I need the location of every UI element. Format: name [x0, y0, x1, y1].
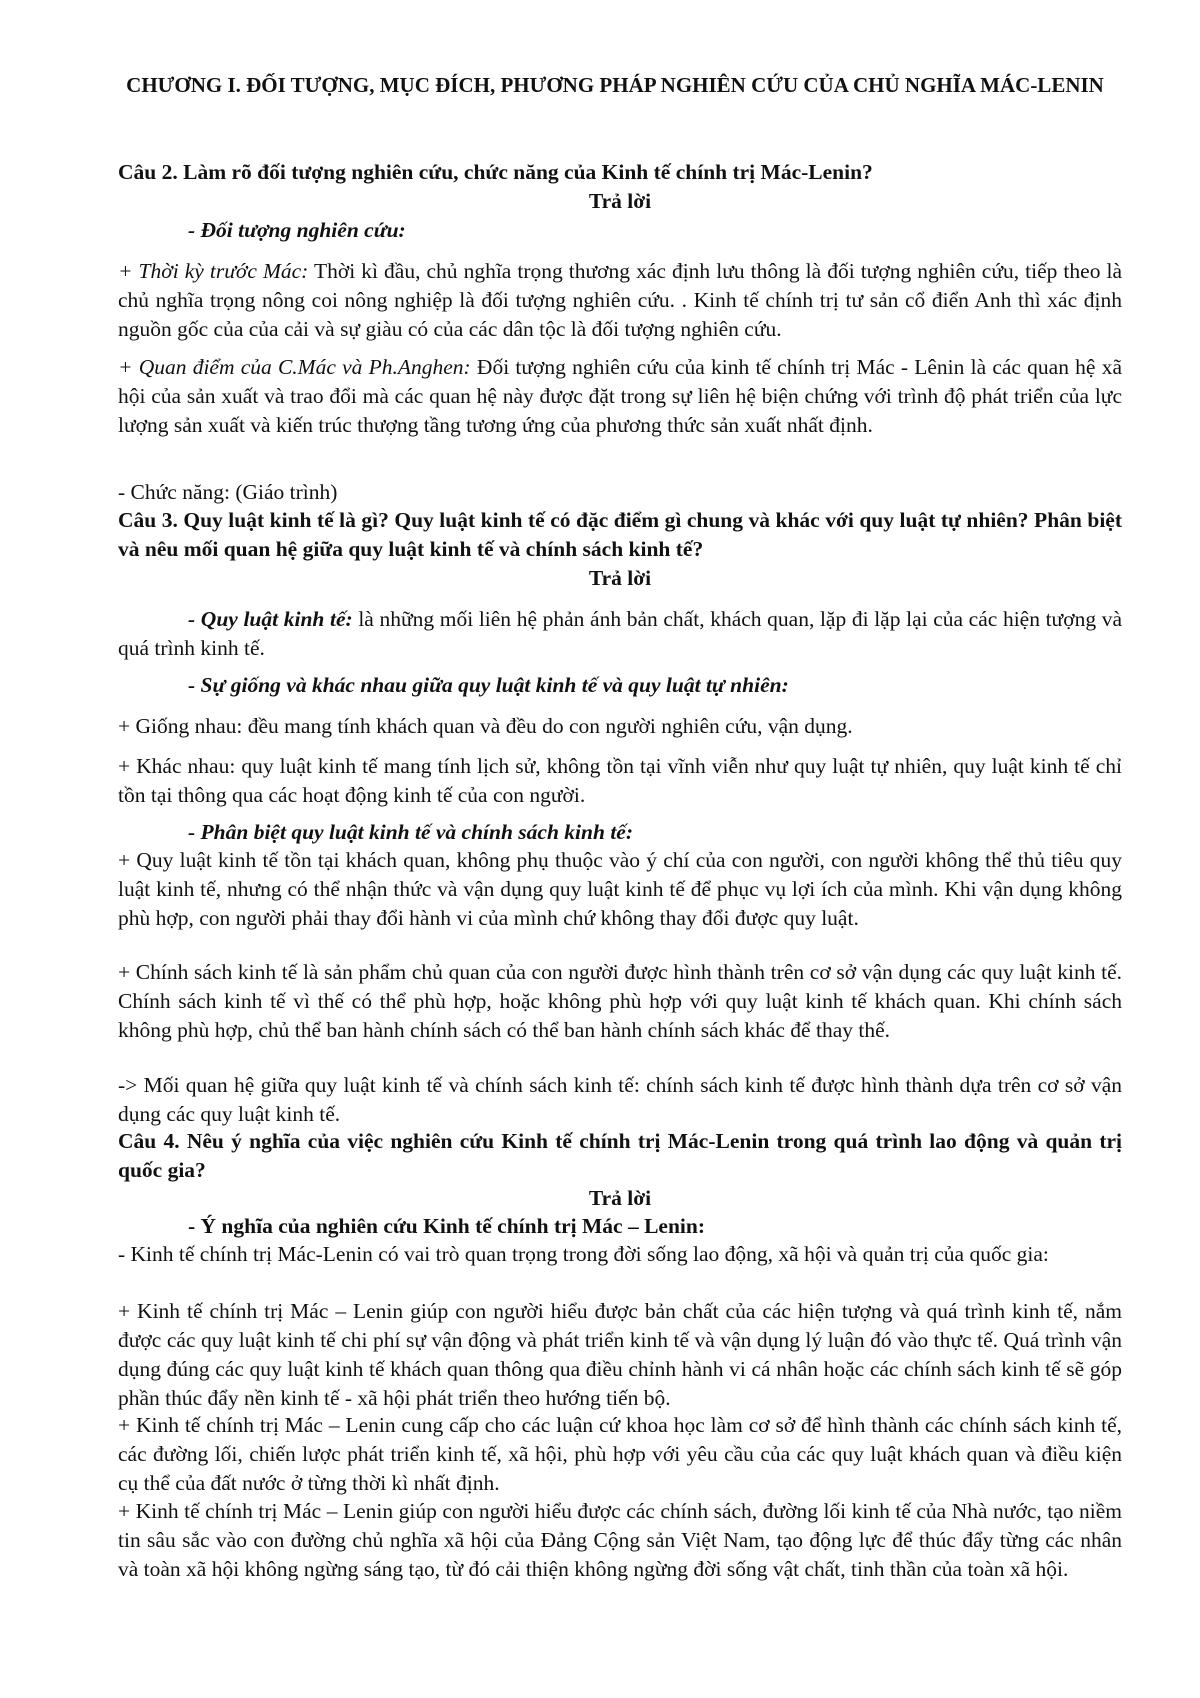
q3-question: Câu 3. Quy luật kinh tế là gì? Quy luật kinh tế có đặc điểm gì chung và khác với quy luật tự nhiên? Phân biệt và nêu mối quan hệ giữa quy luật kinh tế và chính sách kinh tế?	[118, 508, 1122, 561]
q3-def-label: - Quy luật kinh tế:	[188, 607, 353, 631]
chapter-title: CHƯƠNG I. ĐỐI TƯỢNG, MỤC ĐÍCH, PHƯƠNG PHÁP NGHIÊN CỨU CỦA CHỦ NGHĨA MÁC-LENIN	[126, 73, 1104, 97]
q3-definition	[118, 605, 1122, 663]
q2-p2-label: + Quan điểm của C.Mác và Ph.Anghen:	[118, 355, 471, 379]
q2-question: Câu 2. Làm rõ đối tượng nghiên cứu, chức năng của Kinh tế chính trị Mác-Lenin?	[118, 160, 873, 184]
q3-same: + Giống nhau: đều mang tính khách quan và đều do con người nghiên cứu, vận dụng.	[118, 714, 853, 738]
q2-heading: - Đối tượng nghiên cứu:	[188, 218, 406, 242]
q3-heading-2: - Sự giống và khác nhau giữa quy luật kinh tế và quy luật tự nhiên:	[188, 673, 789, 697]
q3-relation: -> Mối quan hệ giữa quy luật kinh tế và chính sách kinh tế: chính sách kinh tế được hình thành dựa trên cơ sở vận dụng các quy luật kinh tế.	[118, 1073, 1122, 1126]
q2-paragraph-1	[118, 257, 1122, 344]
q4-paragraph-2: + Kinh tế chính trị Mác – Lenin giúp con người hiểu được bản chất của các hiện tượng và quá trình kinh tế, nắm được các quy luật kinh tế chi phí sự vận động và phát triển kinh tế và vận dụng lý luận đó vào thực tế. Quá trình vận dụng đúng các quy luật kinh tế khách quan thông qua điều chỉnh hành vi cá nhân hoặc các chính sách kinh tế sẽ góp phần thúc đẩy nền kinh tế - xã hội phát triển theo hướng tiến bộ.	[118, 1299, 1122, 1410]
q4-question: Câu 4. Nêu ý nghĩa của việc nghiên cứu Kinh tế chính trị Mác-Lenin trong quá trình lao động và quản trị quốc gia?	[118, 1129, 1122, 1182]
q2-answer-label: Trả lời	[588, 189, 652, 213]
q4-answer-label: Trả lời	[588, 1186, 652, 1210]
q3-def-text: là những mối liên hệ phản ánh bản chất, khách quan, lặp đi lặp lại của các hiện tượng và quá trình kinh tế.	[118, 607, 1123, 660]
q3-diff: + Khác nhau: quy luật kinh tế mang tính lịch sử, không tồn tại vĩnh viễn như quy luật tự nhiên, quy luật kinh tế chỉ tồn tại thông qua các hoạt động kinh tế của con người.	[118, 754, 1122, 807]
q2-paragraph-2	[118, 353, 1122, 440]
q3-law: + Quy luật kinh tế tồn tại khách quan, không phụ thuộc vào ý chí của con người, con người không thể thủ tiêu quy luật kinh tế, nhưng có thể nhận thức và vận dụng quy luật kinh tế để phục vụ lợi ích của mình. Khi vận dụng không phù hợp, con người phải thay đổi hành vi của mình chứ không thay đổi được quy luật.	[118, 848, 1122, 930]
q4-paragraph-1: - Kinh tế chính trị Mác-Lenin có vai trò quan trọng trong đời sống lao động, xã hội và quản trị của quốc gia:	[118, 1242, 1049, 1266]
q4-paragraph-3: + Kinh tế chính trị Mác – Lenin cung cấp cho các luận cứ khoa học làm cơ sở để hình thành các chính sách kinh tế, các đường lối, chiến lược phát triển kinh tế, xã hội, phù hợp với yêu cầu của các quy luật khách quan và điều kiện cụ thể của đất nước ở từng thời kì nhất định.	[118, 1413, 1122, 1495]
q4-heading: - Ý nghĩa của nghiên cứu Kinh tế chính trị Mác – Lenin:	[188, 1214, 706, 1238]
q2-p1-label: + Thời kỳ trước Mác:	[118, 259, 309, 283]
q3-answer-label: Trả lời	[588, 566, 652, 590]
q2-p2-text: Đối tượng nghiên cứu của kinh tế chính trị Mác - Lênin là các quan hệ xã hội của sản xuất và trao đổi mà các quan hệ này được đặt trong sự liên hệ biện chứng với trình độ phát triển của lực lượng sản xuất và kiến trúc thượng tầng tương ứng của phương thức sản xuất nhất định.	[118, 355, 1122, 437]
q4-paragraph-4: + Kinh tế chính trị Mác – Lenin giúp con người hiểu được các chính sách, đường lối kinh tế của Nhà nước, tạo niềm tin sâu sắc vào con đường chủ nghĩa xã hội của Đảng Cộng sản Việt Nam, tạo động lực để thúc đẩy từng các nhân và toàn xã hội không ngừng sáng tạo, từ đó cải thiện không ngừng đời sống vật chất, tinh thần của toàn xã hội.	[118, 1499, 1122, 1581]
q2-function: - Chức năng: (Giáo trình)	[118, 480, 338, 504]
q3-policy: + Chính sách kinh tế là sản phẩm chủ quan của con người được hình thành trên cơ sở vận dụng các quy luật kinh tế. Chính sách kinh tế vì thế có thể phù hợp, hoặc không phù hợp với quy luật kinh tế khách quan. Khi chính sách không phù hợp, chủ thể ban hành chính sách có thể ban hành chính sách khác để thay thế.	[118, 960, 1122, 1042]
q2-p1-text: Thời kì đầu, chủ nghĩa trọng thương xác định lưu thông là đối tượng nghiên cứu, tiếp theo là chủ nghĩa trọng nông coi nông nghiệp là đối tượng nghiên cứu. . Kinh tế chính trị tư sản cổ điển Anh thì xác định nguồn gốc của của cải và sự giàu có của các dân tộc là đối tượng nghiên cứu.	[118, 259, 1123, 341]
q3-heading-3: - Phân biệt quy luật kinh tế và chính sách kinh tế:	[188, 820, 633, 844]
